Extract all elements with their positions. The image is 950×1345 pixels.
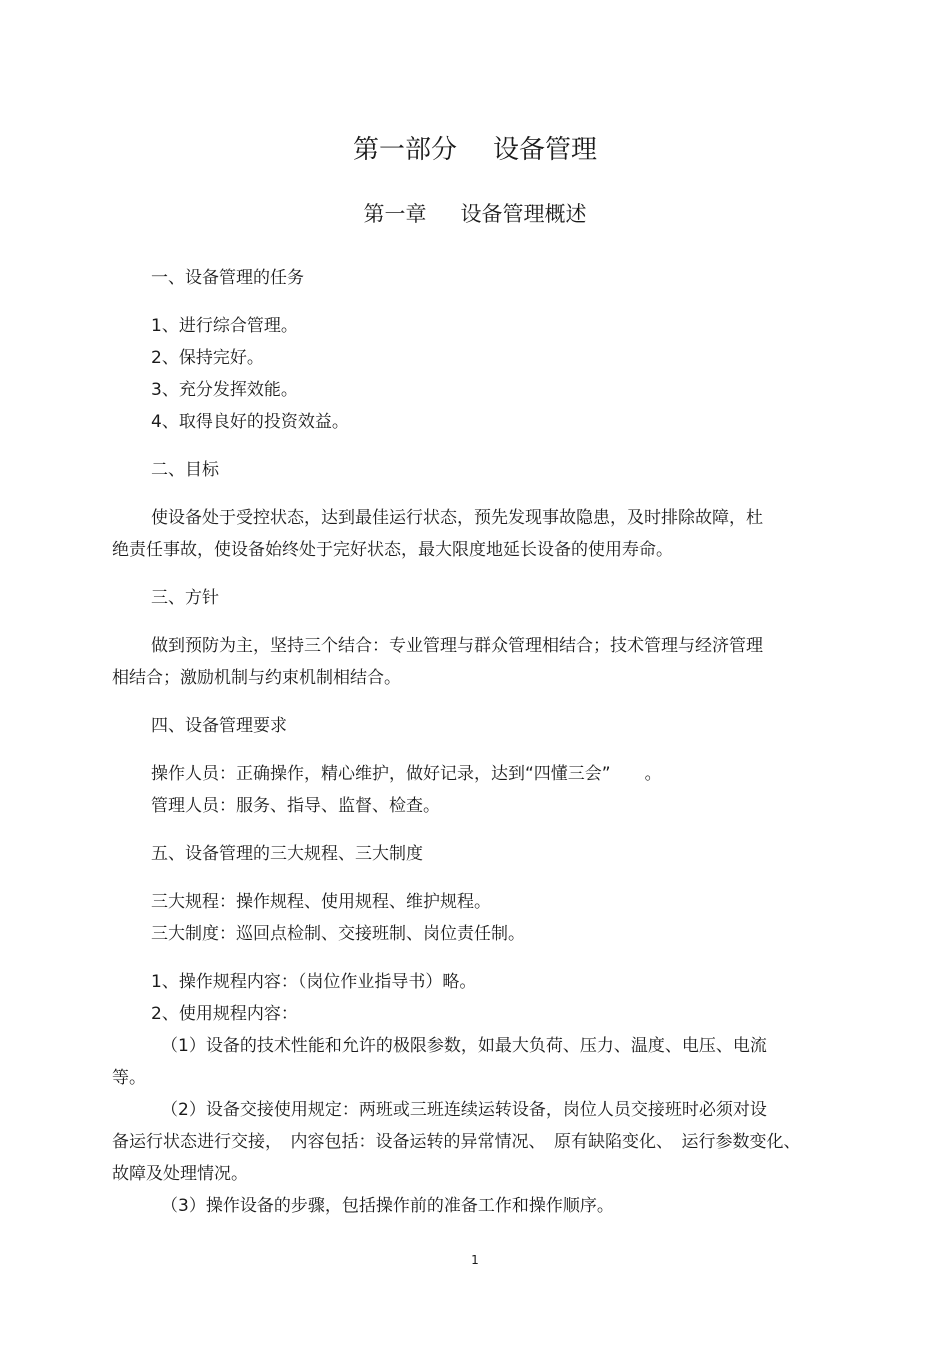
section-heading-regulations: 五、设备管理的三大规程、三大制度	[151, 844, 423, 864]
section-heading-tasks: 一、设备管理的任务	[151, 268, 304, 288]
section-heading-requirements: 四、设备管理要求	[151, 716, 287, 736]
paragraph-line: （2）设备交接使用规定：两班或三班连续运转设备，岗位人员交接班时必须对设	[161, 1100, 767, 1120]
chapter-label: 第一章	[363, 202, 427, 226]
paragraph-line: 三大规程：操作规程、使用规程、维护规程。	[151, 892, 491, 912]
chapter-name: 设备管理概述	[460, 202, 587, 226]
paragraph-line: 备运行状态进行交接， 内容包括：设备运转的异常情况、 原有缺陷变化、 运行参数变化、	[112, 1132, 801, 1152]
part-label: 第一部分	[352, 135, 457, 165]
page-number: 1	[471, 1253, 479, 1267]
paragraph-line: 绝责任事故，使设备始终处于完好状态，最大限度地延长设备的使用寿命。	[112, 540, 673, 560]
part-name: 设备管理	[493, 135, 598, 165]
section-heading-policy: 三、方针	[151, 588, 219, 608]
paragraph-line: 相结合；激励机制与约束机制相结合。	[112, 668, 401, 688]
paragraph-line: 故障及处理情况。	[112, 1164, 248, 1184]
paragraph-line: 三大制度：巡回点检制、交接班制、岗位责任制。	[151, 924, 525, 944]
list-item: 3、充分发挥效能。	[151, 380, 298, 400]
paragraph-line: 等。	[112, 1068, 146, 1088]
paragraph-line: 管理人员：服务、指导、监督、检查。	[151, 796, 440, 816]
list-item: 2、保持完好。	[151, 348, 264, 368]
paragraph-line: 操作人员：正确操作，精心维护，做好记录，达到“四懂三会” 。	[151, 764, 662, 784]
list-item: 1、进行综合管理。	[151, 316, 298, 336]
paragraph-line: （3）操作设备的步骤，包括操作前的准备工作和操作顺序。	[161, 1196, 614, 1216]
list-item: 2、使用规程内容：	[151, 1004, 298, 1024]
part-title	[0, 134, 950, 166]
paragraph-line: （1）设备的技术性能和允许的极限参数，如最大负荷、压力、温度、电压、电流	[161, 1036, 767, 1056]
paragraph-line: 使设备处于受控状态，达到最佳运行状态，预先发现事故隐患，及时排除故障，杜	[151, 508, 763, 528]
list-item: 1、操作规程内容：（岗位作业指导书）略。	[151, 972, 477, 992]
section-heading-goal: 二、目标	[151, 460, 219, 480]
list-item: 4、取得良好的投资效益。	[151, 412, 349, 432]
chapter-title	[0, 200, 950, 228]
paragraph-line: 做到预防为主，坚持三个结合：专业管理与群众管理相结合；技术管理与经济管理	[151, 636, 763, 656]
